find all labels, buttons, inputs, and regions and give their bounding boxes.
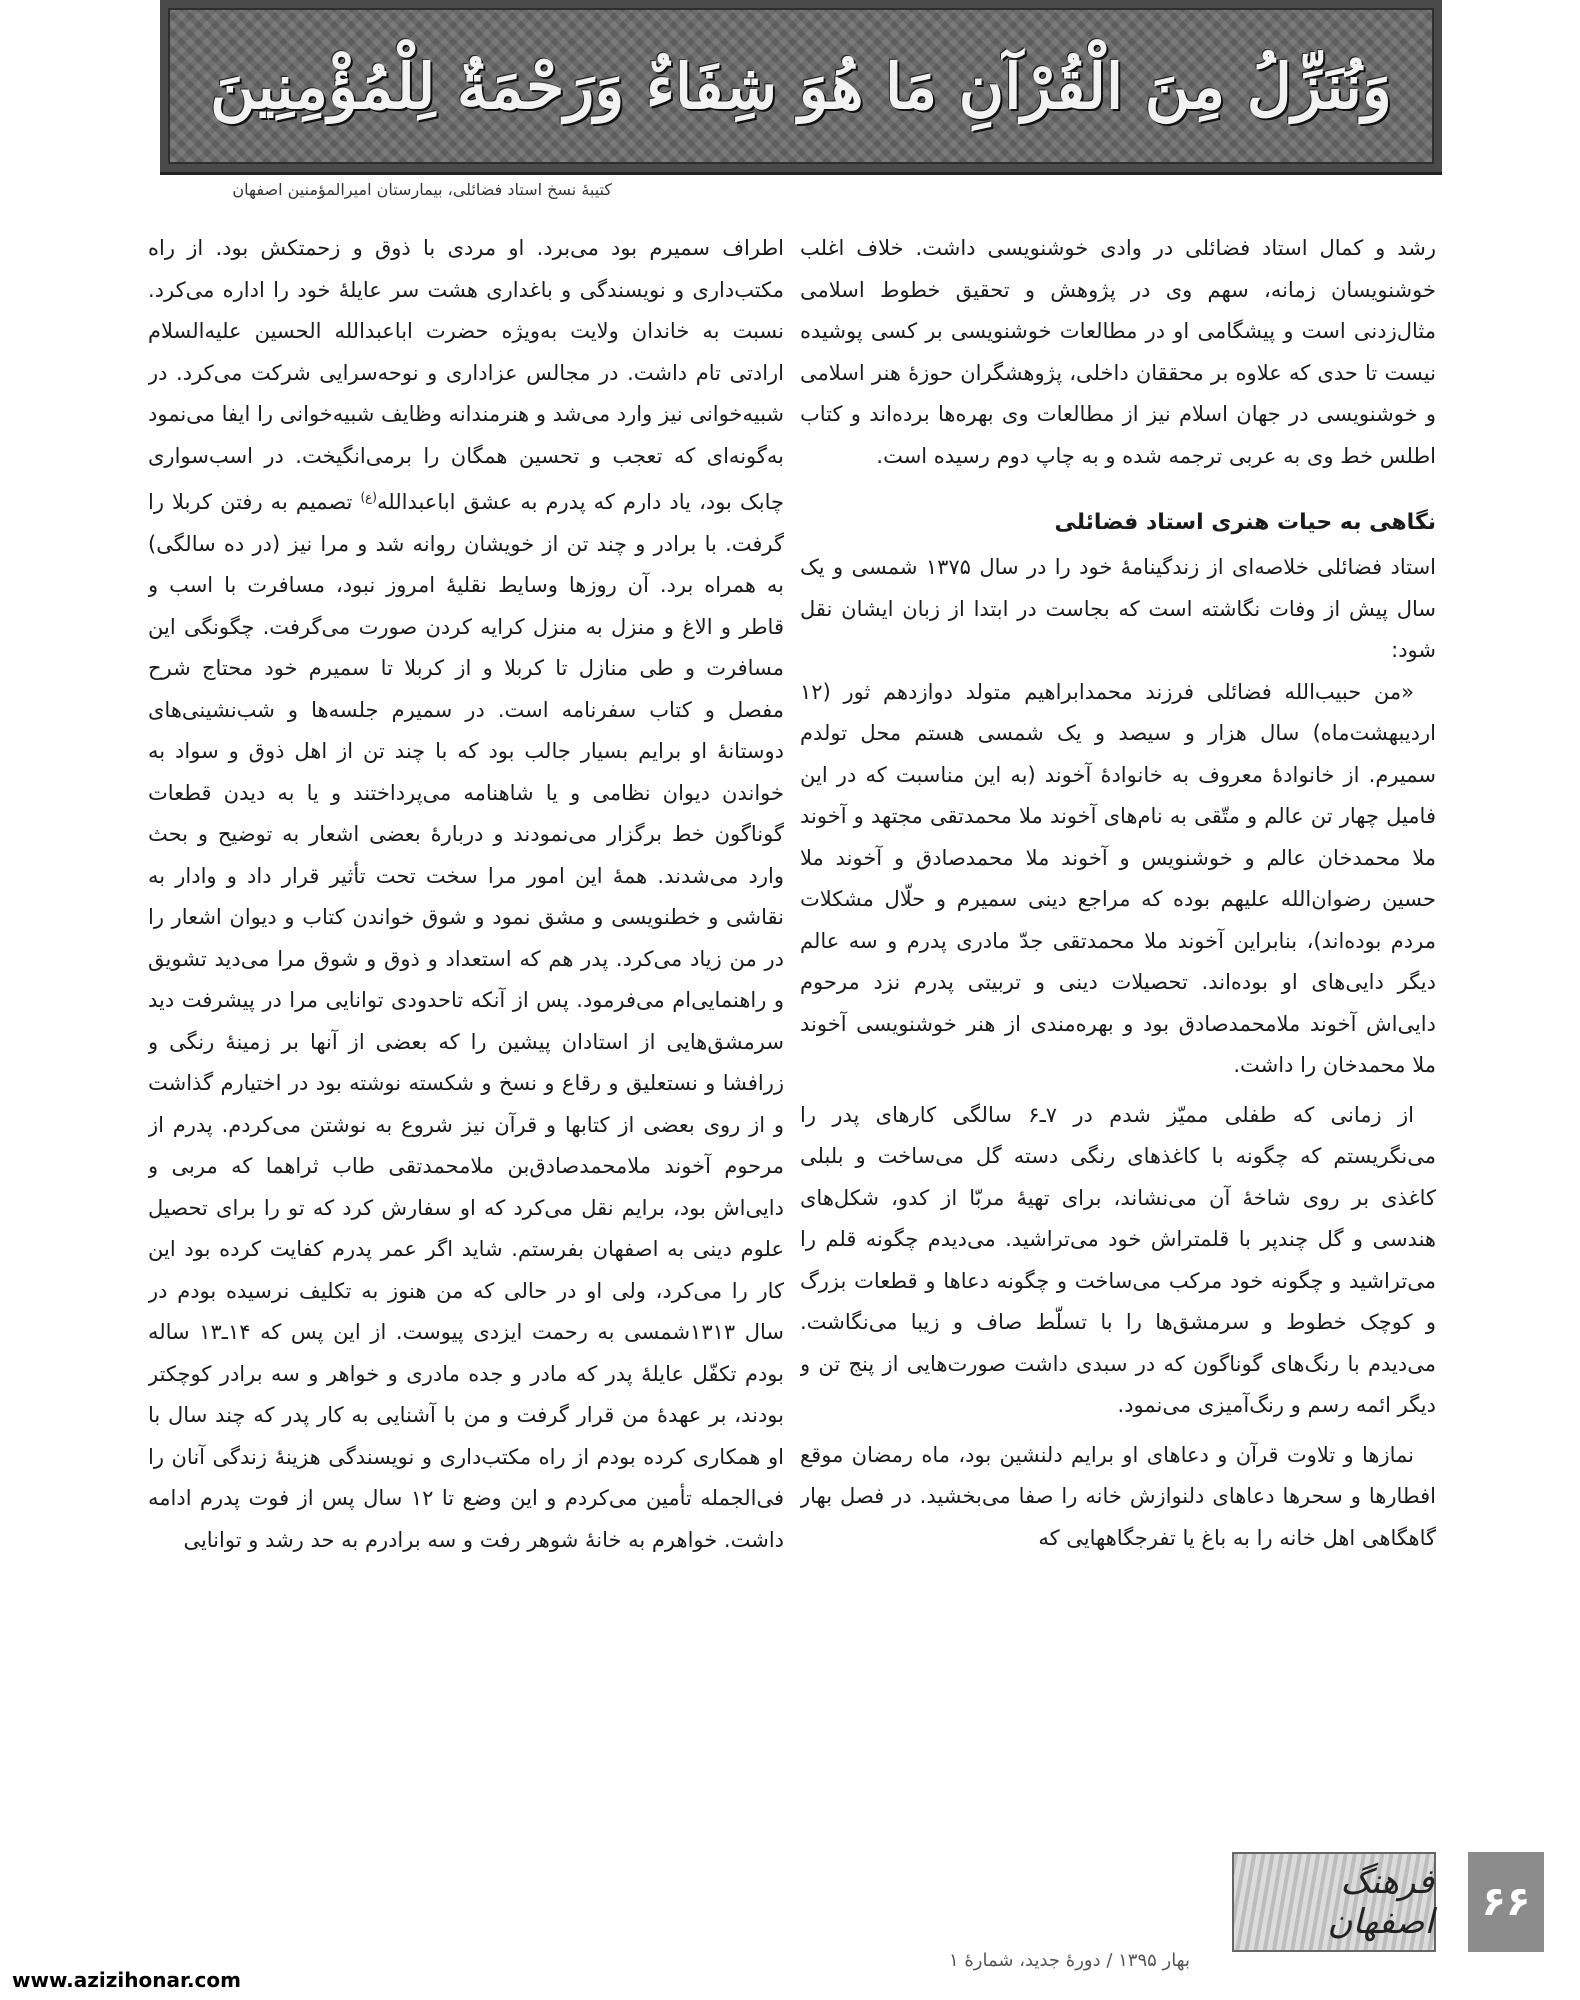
honorific-superscript: (ع) (360, 490, 377, 504)
website-watermark: www.azizihonar.com (12, 1968, 241, 1992)
text-run: اطراف سمیرم بود می‌برد. او مردی با ذوق و زحمتکش بود. از راه مکتب‌داری و نویسندگی و باغداری هشت سر عایلهٔ خود را اداره می‌کرد. نسبت به خاندان ولایت به‌ویژه حضرت اباعبدالله الحسین علیه‌السلام ارادتی تام داشت. در مجالس عزاداری و نوحه‌سرایی شرکت می‌کرد. در شبیه‌خوانی نیز وارد می‌شد و هنرمندانه وظایف شبیه‌خوانی را ایفا می‌نمود به‌گونه‌ای که تعجب و تحسین همگان را برمی‌انگیخت. در اسب‌سواری چابک بود، یاد دارم که پدرم به عشق اباعبدالله (148, 236, 784, 514)
magazine-logo: فرهنگ اصفهان (1232, 1852, 1436, 1952)
body-paragraph: استاد فضائلی خلاصه‌ای از زندگینامهٔ خود را در سال ۱۳۷۵ شمسی و یک سال پیش از وفات نگاشته است که بجاست در ابتدا از زبان ایشان نقل شود: (800, 555, 1436, 662)
issue-info: بهار ۱۳۹۵ / دورهٔ جدید، شمارهٔ ۱ (948, 1950, 1190, 1971)
calligraphy-banner (160, 0, 1442, 175)
page-number: ۶۶ (1468, 1852, 1544, 1952)
right-column (800, 228, 1436, 1838)
section-heading: نگاهی به حیات هنری استاد فضائلی (1054, 510, 1436, 535)
body-paragraph: «من حبیب‌الله فضائلی فرزند محمدابراهیم متولد دوازدهم ثور (۱۲ اردیبهشت‌ماه) سال هزار و سیصد و یک شمسی هستم محل تولدم سمیرم. از خانوادهٔ معروف به خانوادهٔ آخوند (به این مناسبت که در این فامیل چهار تن عالم و متّقی به نام‌های آخوند ملا محمدتقی مجتهد و آخوند ملا محمدخان عالم و خوشنویس و آخوند ملا محمدصادق و آخوند ملا حسین رضوان‌الله علیهم بوده که مراجع دینی سمیرم و حلّال مشکلات مردم بوده‌اند)، بنابراین آخوند ملا محمدتقی جدّ مادری پدرم و سه عالم دیگر دایی‌های او بوده‌اند. تحصیلات دینی و تربیتی پدرم نزد مرحوم دایی‌اش آخوند ملامحمدصادق بود و بهره‌مندی از هنر خوشنویسی آخوند ملا محمدخان را داشت. (800, 679, 1436, 1077)
text-run: تصمیم به رفتن کربلا را گرفت. با برادر و چند تن از خویشان روانه شد و مرا نیز (در ده سالگی) به همراه برد. آن روزها وسایط نقلیهٔ امروز نبود، مسافرت با اسب و قاطر و الاغ و منزل به منزل کرایه کردن صورت می‌گرفت. چگونگی این مسافرت و طی منازل تا کربلا و از کربلا تا سمیرم خود محتاج شرح مفصل و کتاب سفرنامه است. در سمیرم جلسه‌ها و شب‌نشینی‌های دوستانهٔ او برایم بسیار جالب بود که با چند تن از اهل ذوق و سواد به خواندن دیوان نظامی و یا شاهنامه می‌پرداختند و یا به دیدن قطعات گوناگون خط برگزار می‌نمودند و دربارهٔ بعضی اشعار به توضیح و بحث وارد می‌شدند. همهٔ این امور مرا سخت تحت تأثیر قرار داد و وادار به نقاشی و خطنویسی و مشق نمود و شوق خواندن کتاب و دیوان اشعار را در من زیاد می‌کرد. پدر هم که استعداد و ذوق و شوق مرا می‌دید تشویق و راهنمایی‌ام می‌فرمود. پس از آنکه تاحدودی توانایی مرا در پیشرفت دید سرمشق‌هایی از استادان پیشین را که بعضی از آنها بر زمینهٔ رنگی و زرافشا و نستعلیق و رقاع و نسخ و شکسته نوشته بود در اختیارم گذاشت و از روی بعضی از کتابها و قرآن نیز شروع به نوشتن می‌کردم. پدرم از مرحوم آخوند ملامحمدصادق‌بن ملامحمدتقی طاب ثراهما که مربی و دایی‌اش بود، برایم نقل می‌کرد که او سفارش کرد که تو را برای تحصیل علوم دینی به اصفهان بفرستم. شاید اگر عمر پدرم کفایت کرده بود این کار را می‌کرد، ولی او در حالی که من هنوز به تکلیف نرسیده بودم در سال ۱۳۱۳شمسی به رحمت ایزدی پیوست. از این پس که ۱۴ـ۱۳ ساله بودم تکفّل عایلهٔ پدر که مادر و جده مادری و خواهر و سه برادر کوچکتر بودند، بر عهدهٔ من قرار گرفت و من با آشنایی به کار پدر که چند سال با او همکاری کرده بودم از راه مکتب‌داری و نویسندگی هزینهٔ زندگی آنان را فی‌الجمله تأمین می‌کردم و این وضع تا ۱۲ سال پس از فوت پدرم ادامه داشت. خواهرم به خانهٔ شوهر رفت و سه برادرم به حد رشد و توانایی (148, 490, 784, 1552)
banner-inscription: وَنُنَزِّلُ مِنَ الْقُرْآنِ مَا هُوَ شِفَاءٌ وَرَحْمَةٌ لِلْمُؤْمِنِينَ (210, 49, 1392, 123)
body-paragraph: نمازها و تلاوت قرآن و دعاهای او برایم دلنشین بود، ماه رمضان موقع افطارها و سحرها دعاهای دلنوازش خانه را صفا می‌بخشید. در فصل بهار گاهگاهی اهل خانه را به باغ یا تفرجگاههایی که (800, 1442, 1436, 1550)
body-paragraph (148, 228, 784, 1561)
intro-paragraph: رشد و کمال استاد فضائلی در وادی خوشنویسی داشت. خلاف اغلب خوشنویسان زمانه، سهم وی در پژوهش و تحقیق خطوط اسلامی مثال‌زدنی است و پیشگامی او در مطالعات خوشنویسی بر کسی پوشیده نیست تا حدی که علاوه بر محققان داخلی، پژوهشگران حوزهٔ هنر اسلامی و خوشنویسی در جهان اسلام نیز از مطالعات وی بهره‌ها برده‌اند و کتاب اطلس خط وی به عربی ترجمه شده و به چاپ دوم رسیده است. (800, 236, 1436, 468)
left-column (148, 228, 784, 1838)
image-caption: کتیبهٔ نسخ استاد فضائلی، بیمارستان امیرالمؤمنین اصفهان (232, 180, 612, 199)
body-paragraph: از زمانی که طفلی ممیّز شدم در ۷ـ۶ سالگی کارهای پدر را می‌نگریستم که چگونه با کاغذهای رنگی دسته گل می‌ساخت و بلبلی کاغذی بر روی شاخهٔ آن می‌نشاند، برای تهیهٔ مربّا از کدو، شکل‌های هندسی و گل چندپر با قلمتراش خود می‌تراشید. می‌دیدم چگونه قلم را می‌تراشید و چگونه خود مرکب می‌ساخت و چگونه دعاها و قطعات بزرگ و کوچک خطوط و سرمشق‌ها را با تسلّط صاف و زیبا می‌نگاشت. می‌دیدم با رنگ‌های گوناگون که در سبدی داشت صورت‌هایی از پنج تن و دیگر ائمه رسم و رنگ‌آمیزی می‌نمود. (800, 1102, 1436, 1417)
